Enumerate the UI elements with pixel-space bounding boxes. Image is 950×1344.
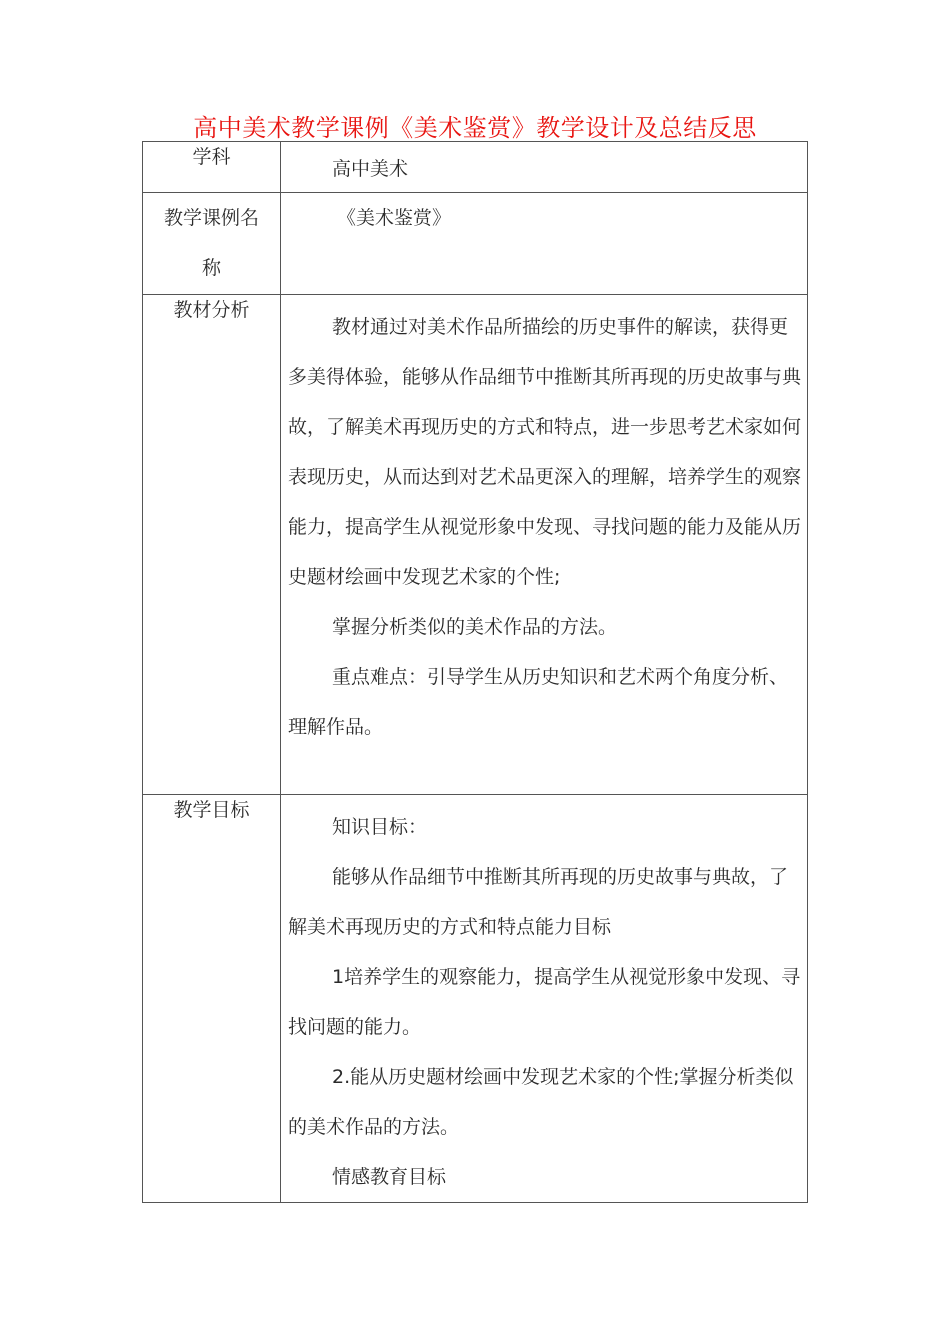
analysis-label-text: 教材分析	[173, 299, 250, 321]
goals-label	[143, 795, 281, 1203]
subject-value-cell	[281, 142, 808, 193]
analysis-content-cell	[281, 295, 808, 795]
table-row-goals	[143, 795, 808, 1203]
document-title: 高中美术教学课例《美术鉴赏》教学设计及总结反思	[193, 114, 757, 142]
goals-paragraph: 2.能从历史题材绘画中发现艺术家的个性;掌握分析类似的美术作品的方法。	[288, 1066, 794, 1138]
lesson-name-label	[143, 193, 281, 295]
analysis-paragraph: 教材通过对美术作品所描绘的历史事件的解读，获得更多美得体验，能够从作品细节中推断其所再现的历史故事与典故，了解美术再现历史的方式和特点，进一步思考艺术家如何表现历史，从而达到对艺术品更深入的理解，培养学生的观察能力，提高学生从视觉形象中发现、寻找问题的能力及能从历史题材绘画中发现艺术家的个性;	[288, 316, 802, 588]
goals-paragraph: 情感教育目标	[332, 1166, 447, 1188]
table-row-lesson-name	[143, 193, 808, 295]
subject-label-text: 学科	[192, 146, 231, 168]
goals-label-text: 教学目标	[173, 799, 250, 821]
subject-value: 高中美术	[332, 157, 409, 180]
lesson-name-value: 《美术鉴赏》	[337, 207, 452, 229]
lesson-name-label-text: 教学课例名称	[163, 207, 259, 279]
goals-content-cell	[281, 795, 808, 1203]
table-row-analysis	[143, 295, 808, 795]
lesson-name-value-cell	[281, 193, 808, 295]
analysis-paragraph: 重点难点：引导学生从历史知识和艺术两个角度分析、理解作品。	[288, 666, 789, 738]
goals-paragraph: 能够从作品细节中推断其所再现的历史故事与典故，了解美术再现历史的方式和特点能力目标	[288, 866, 789, 938]
lesson-plan-table	[142, 141, 808, 1203]
analysis-paragraph: 掌握分析类似的美术作品的方法。	[332, 616, 618, 638]
subject-label	[143, 142, 281, 193]
goals-paragraph: 知识目标：	[332, 816, 428, 838]
table-row-subject	[143, 142, 808, 193]
analysis-label	[143, 295, 281, 795]
goals-paragraph: 1培养学生的观察能力，提高学生从视觉形象中发现、寻找问题的能力。	[288, 966, 801, 1038]
